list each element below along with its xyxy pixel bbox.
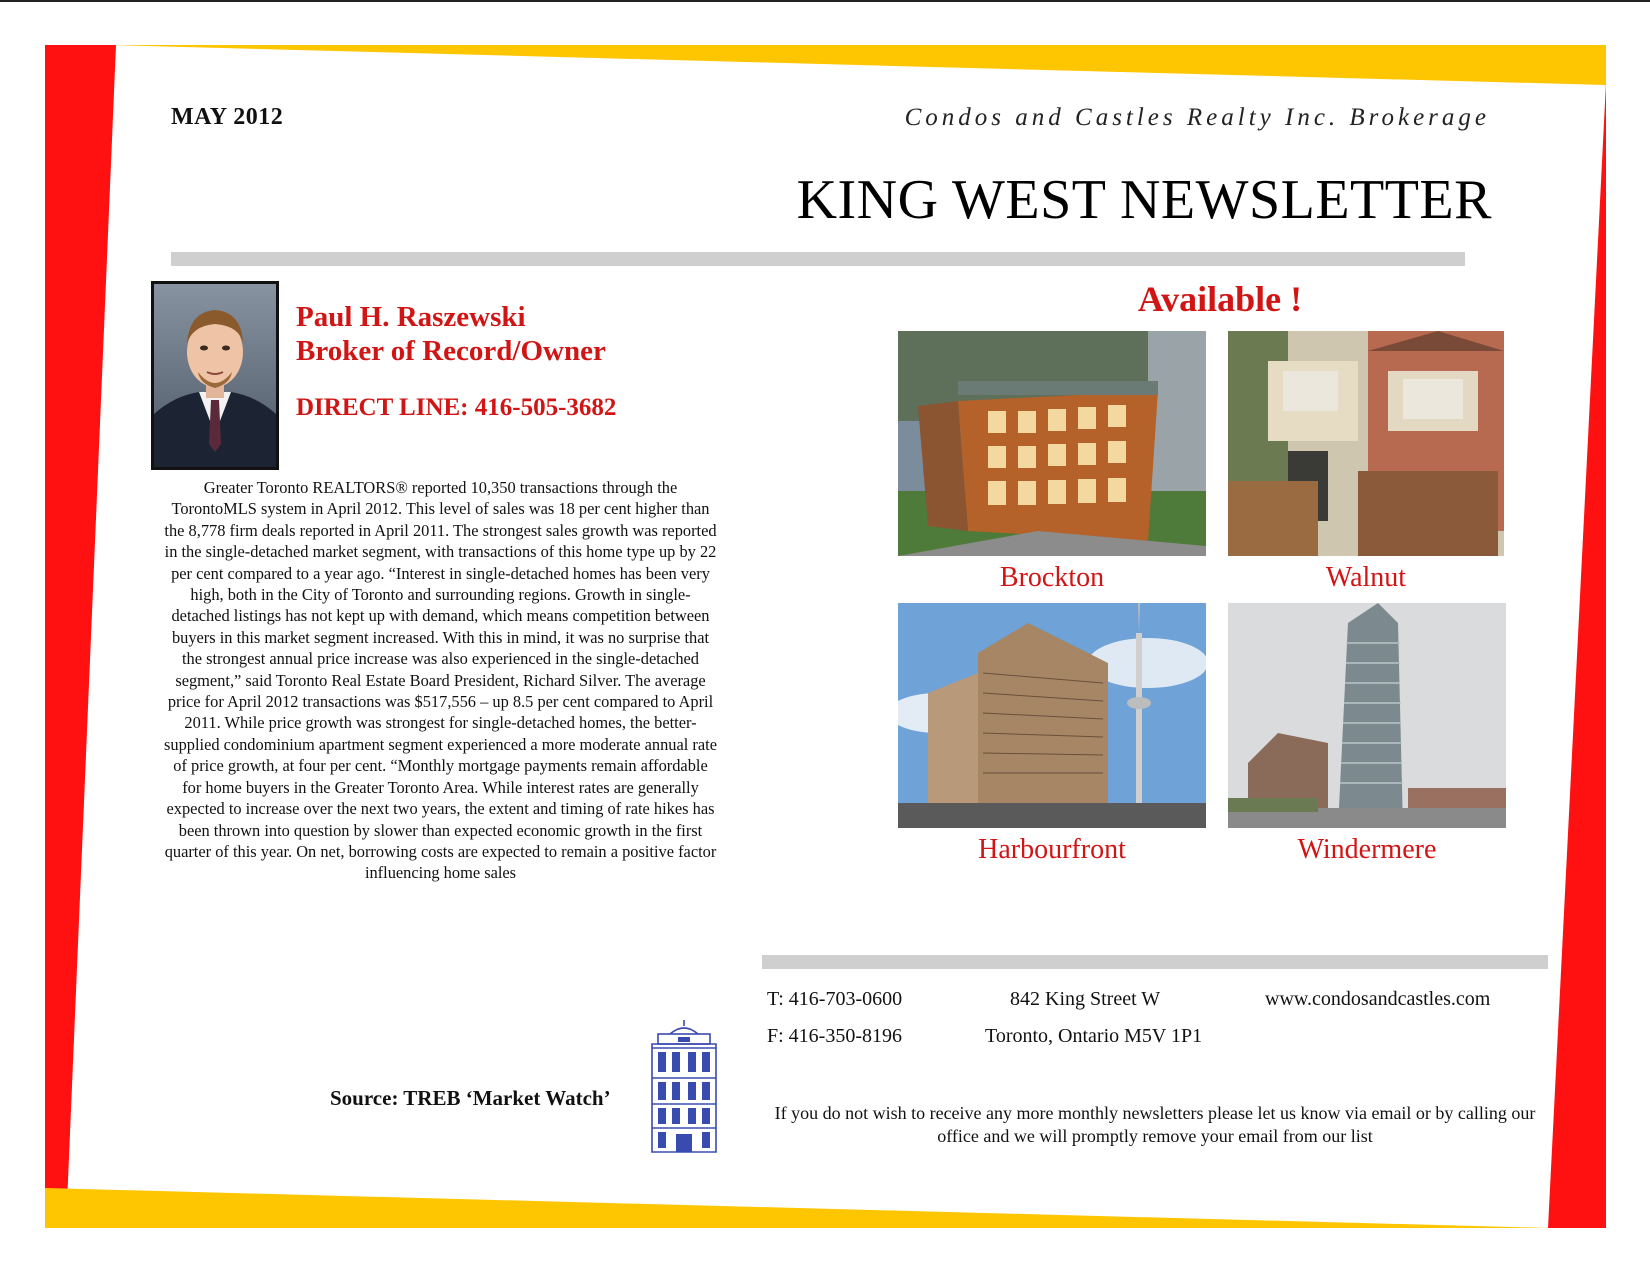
footer-divider [762,955,1548,969]
property-photo-windermere[interactable] [1228,603,1506,828]
agent-role: Broker of Record/Owner [296,335,606,367]
city-address: Toronto, Ontario M5V 1P1 [985,1025,1203,1047]
property-label-windermere[interactable]: Windermere [1297,834,1437,865]
property-label-brockton[interactable]: Brockton [999,562,1105,593]
property-photo-brockton[interactable] [898,331,1206,556]
newsletter-title: KING WEST NEWSLETTER [796,169,1492,231]
agent-name: Paul H. Raszewski [296,301,526,333]
property-label-harbourfront[interactable]: Harbourfront [978,834,1126,865]
article-source: Source: TREB ‘Market Watch’ [330,1086,611,1110]
frame-left-red [45,45,116,1228]
agent-photo [151,281,279,470]
issue-month: MAY 2012 [171,104,284,130]
frame-top-yellow [110,45,1606,85]
frame-bottom-yellow [45,1188,1550,1228]
agent-direct-line: DIRECT LINE: 416-505-3682 [296,394,617,421]
property-label-walnut[interactable]: Walnut [1325,562,1407,593]
brokerage-name: Condos and Castles Realty Inc. Brokerage [904,104,1490,131]
property-photo-walnut[interactable] [1228,331,1504,556]
phone-number: T: 416-703-0600 [767,988,903,1010]
frame-right-red [1548,83,1606,1228]
fax-number: F: 416-350-8196 [767,1025,902,1047]
property-photo-harbourfront[interactable] [898,603,1206,828]
available-heading: Available ! [1137,279,1303,319]
market-article: Greater Toronto REALTORS® reported 10,350 transactions through the TorontoMLS system in April 2012. This level of sales was 18 per cent higher than the 8,778 firm deals reported in April 2011. The strongest sales growth was reported in the single-detached market segment, with transactions of this home type up by 22 per cent compared to a year ago. “Interest in single-detached homes has been very high, both in the City of Toronto and surrounding regions. Growth in single-detached listings has not kept up with demand, which means competition between buyers in this market segment increased. With this in mind, it was no surprise that the strongest annual price increase was also experienced in the single-detached segment,” said Toronto Real Estate Board President, Richard Silver. The average price for April 2012 transactions was $517,556 – up 8.5 per cent compared to April 2011. While price growth was strongest for single-detached homes, the better-supplied condominium apartment segment experienced a more moderate annual rate of price growth, at four per cent. “Monthly mortgage payments remain affordable for home buyers in the Greater Toronto Area. While interest rates are generally expected to increase over the next two years, the extent and timing of rate hikes has been thrown into question by slower than expected economic growth in the first quarter of this year. On net, borrowing costs are expected to remain a positive factor influencing home sales [164,478,717,883]
building-logo-icon [648,1018,720,1154]
street-address: 842 King Street W [1010,988,1161,1010]
header-divider [171,252,1465,266]
website-link[interactable]: www.condosandcastles.com [1265,988,1491,1010]
unsubscribe-notice: If you do not wish to receive any more monthly newsletters please let us know via email or by calling our office and we will promptly remove your email from our list [774,1103,1536,1146]
